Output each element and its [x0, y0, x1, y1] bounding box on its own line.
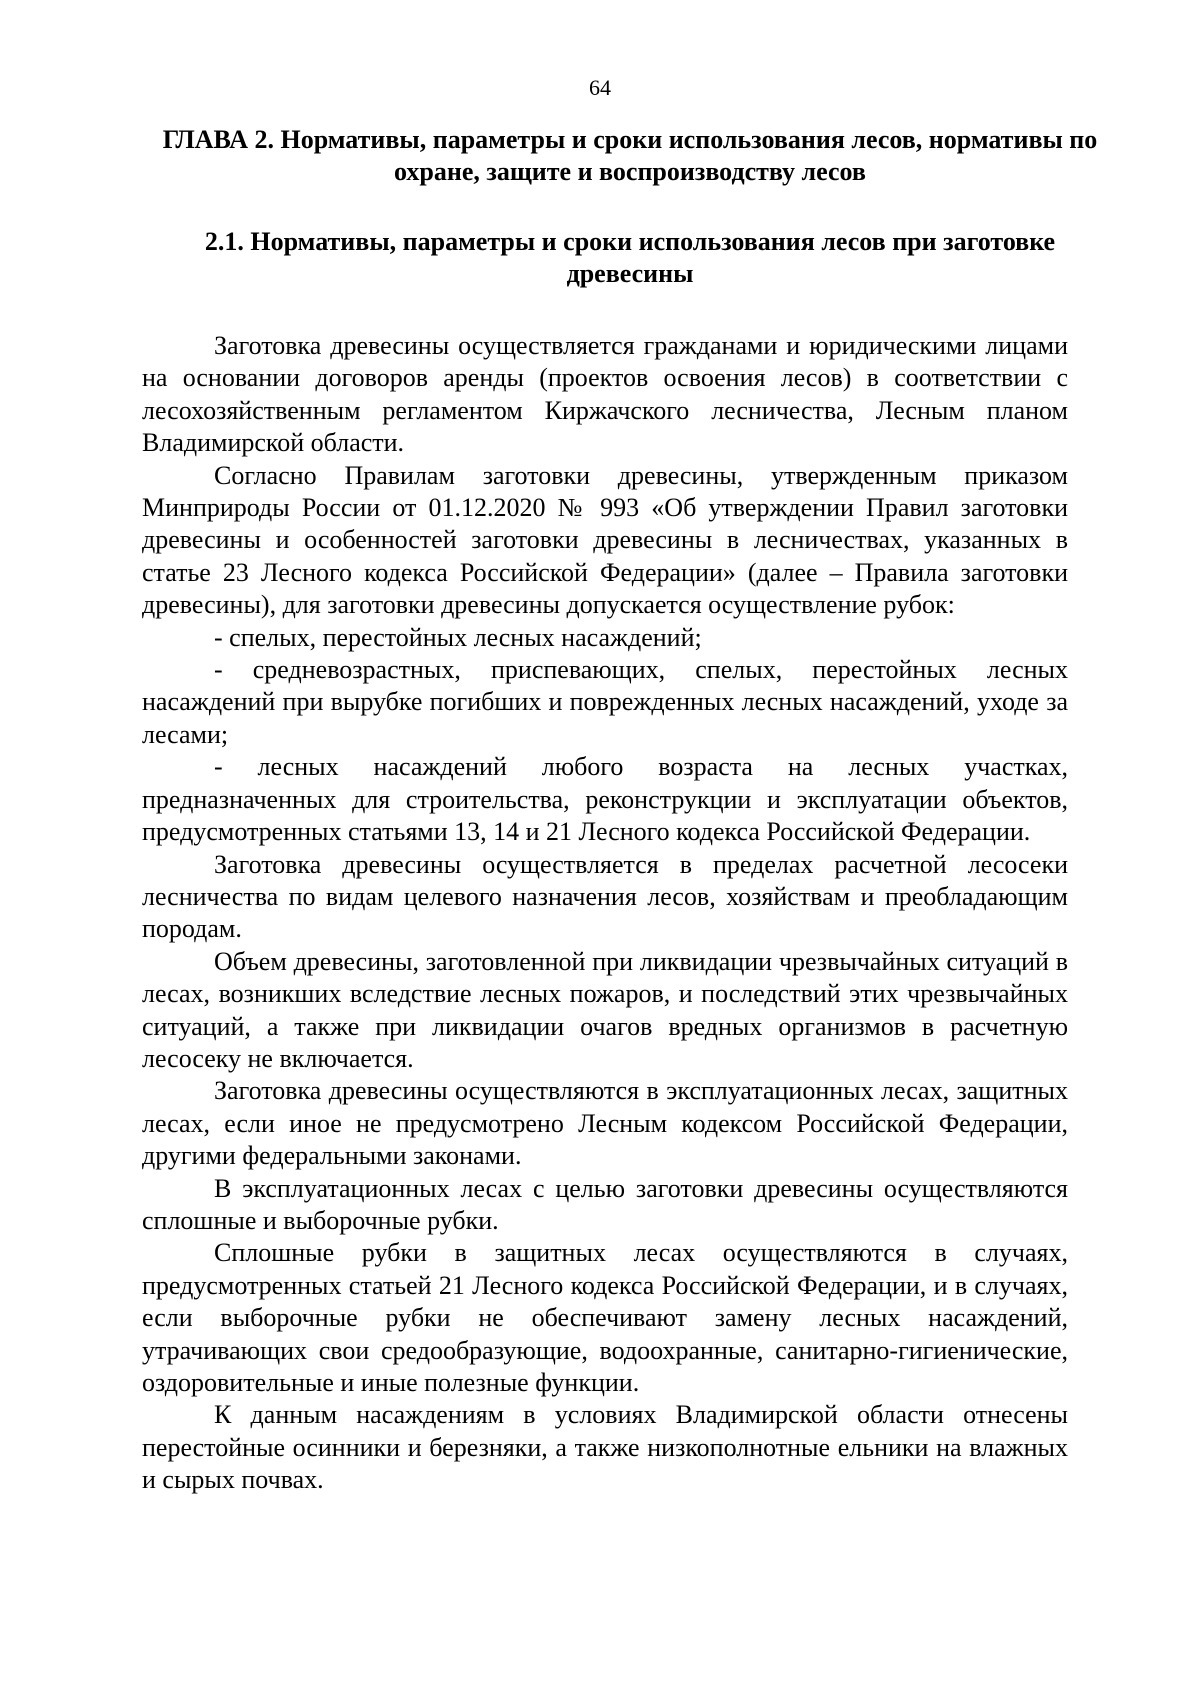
list-item: - средневозрастных, приспевающих, спелых, перестойных лесных насаждений при вырубке погибших и поврежденных лесных насаждений, уходе за лесами; — [142, 655, 1068, 749]
paragraph: Согласно Правилам заготовки древесины, утвержденным приказом Минприроды России от 01.12.2020 № 993 «Об утверждении Правил заготовки древесины и особенностей заготовки древесины в лесничествах, указанных в статье 23 Лесного кодекса Российской Федерации» (далее – Правила заготовки древесины), для заготовки древесины допускается осуществление рубок: — [142, 460, 1068, 620]
list-item: - лесных насаждений любого возраста на лесных участках, предназначенных для строительства, реконструкции и эксплуатации объектов, предусмотренных статьями 13, 14 и 21 Лесного кодекса Российской Федерации. — [142, 752, 1068, 847]
paragraph: Заготовка древесины осуществляется гражданами и юридическими лицами на основании договоров аренды (проектов освоения лесов) в соответствии с лесохозяйственным регламентом Киржачского лесничества, Лесным планом Владимирской области. — [142, 331, 1068, 458]
paragraph: В эксплуатационных лесах с целью заготовки древесины осуществляются сплошные и выборочные рубки. — [142, 1173, 1068, 1235]
paragraph: К данным насаждениям в условиях Владимирской области отнесены перестойные осинники и березняки, а также низкополнотные ельники на влажных и сырых почвах. — [142, 1400, 1068, 1495]
paragraph: Объем древесины, заготовленной при ликвидации чрезвычайных ситуаций в лесах, возникших вследствие лесных пожаров, и последствий этих чрезвычайных ситуаций, а также при ликвидации очагов вредных организмов в расчетную лесосеку не включается. — [142, 946, 1068, 1073]
paragraph: Заготовка древесины осуществляется в пределах расчетной лесосеки лесничества по видам целевого назначения лесов, хозяйствам и преобладающим породам. — [142, 849, 1068, 944]
chapter-title: ГЛАВА 2. Нормативы, параметры и сроки использования лесов, нормативы по охране, защите и воспроизводству лесов — [162, 125, 1098, 186]
page-number: 64 — [589, 75, 611, 100]
section-title: 2.1. Нормативы, параметры и сроки использования лесов при заготовке древесины — [204, 227, 1056, 288]
paragraph: Сплошные рубки в защитных лесах осуществляются в случаях, предусмотренных статьей 21 Лесного кодекса Российской Федерации, и в случаях, если выборочные рубки не обеспечивают замену лесных насаждений, утрачивающих свои средообразующие, водоохранные, санитарно-гигиенические, оздоровительные и иные полезные функции. — [142, 1238, 1068, 1397]
body-text — [142, 330, 1068, 1497]
list-item: - спелых, перестойных лесных насаждений; — [214, 622, 702, 652]
paragraph: Заготовка древесины осуществляются в эксплуатационных лесах, защитных лесах, если иное не предусмотрено Лесным кодексом Российской Федерации, другими федеральными законами. — [142, 1076, 1068, 1171]
